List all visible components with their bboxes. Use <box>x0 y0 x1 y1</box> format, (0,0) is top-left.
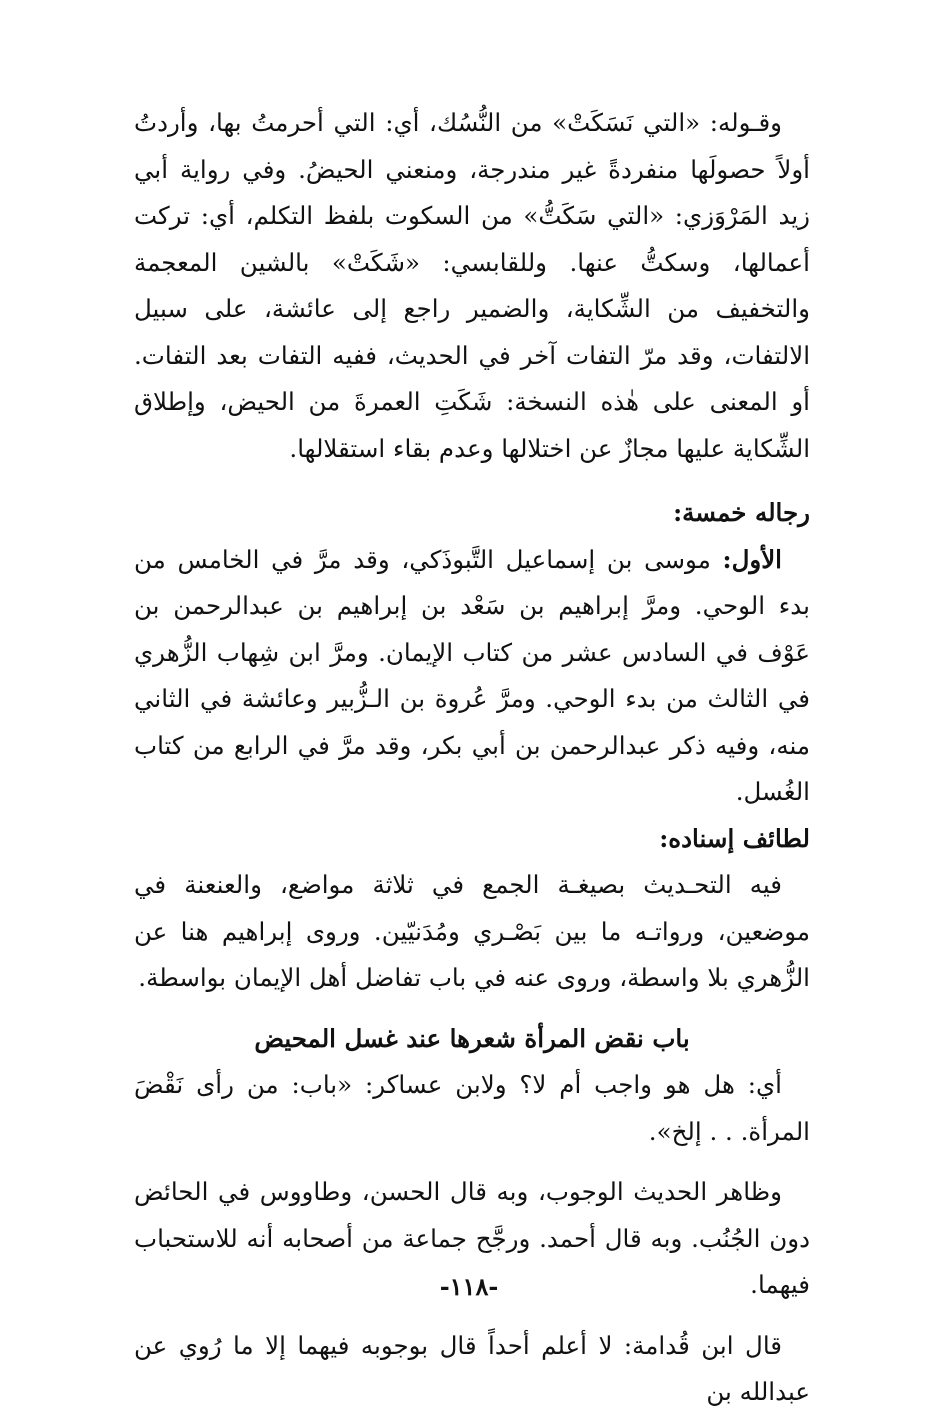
lead-word-first: الأول: <box>722 544 782 574</box>
paragraph-isnad: فيه التحـديث بصيغـة الجمع في ثلاثة مواضع، والعنعنة في موضعين، ورواتـه ما بين بَصْـري ومُدَنيّين. وروى إبراهيم هنا عن الزُّهري بلا واسطة، وروى عنه في باب تفاضل أهل الإيمان بواسطة. <box>134 870 810 992</box>
narrators-text: موسى بن إسماعيل التَّبوذَكي، وقد مرَّ في الخامس من بدء الوحي. ومرَّ إبراهيم بن سَعْد بن إبراهيم بن عبدالرحمن بن عَوْف في السادس عشر من كتاب الإيمان. ومرَّ ابن شِهاب الزُّهري في الثالث من بدء الوحي. ومرَّ عُروة بن الـزُّبير وعائشة في الثاني منه، وفيه ذكر عبدالرحمن بن أبي بكر، وقد مرَّ في الرابع من كتاب الغُسل. <box>134 544 810 806</box>
paragraph-ibn-qudama: قال ابن قُدامة: لا أعلم أحداً قال بوجوبه فيهما إلا ما رُوي عن عبدالله بن <box>134 1330 810 1406</box>
spacer <box>134 1002 810 1016</box>
paragraph-ruling: وظاهر الحديث الوجوب، وبه قال الحسن، وطاووس في الحائض دون الجُنُب. وبه قال أحمد. ورجَّح جماعة من أصحابه أنه للاستحباب فيهما. <box>134 1177 810 1299</box>
paragraph-commentary: وقـوله: «التي نَسَكَتْ» من النُّسُك، أي: التي أحرمتُ بها، وأردتُ أولاً حصولَها منفردةً غير مندرجة، ومنعني الحيضُ. وفي رواية أبي زيد المَرْوَزي: «التي سَكَتُّ» من السكوت بلفظ التكلم، أي: تركت أعمالها، وسكتُّ عنها. وللقابسي: «شَكَتْ» بالشين المعجمة والتخفيف من الشِّكاية، والضمير راجع إلى عائشة، على سبيل الالتفات، وقد مرّ التفات آخر في الحديث، ففيه التفات بعد التفات. أو المعنى على هٰذه النسخة: شَكَتِ العمرةَ من الحيض، وإطلاق الشِّكاية عليها مجازٌ عن اختلالها وعدم بقاء استقلالها. <box>134 108 810 463</box>
paragraph-narrators <box>134 537 810 816</box>
section-heading-narrators: رجاله خمسة: <box>673 498 810 527</box>
section-heading-isnad: لطائف إسناده: <box>659 823 810 853</box>
spacer <box>134 1309 810 1323</box>
page-number: -١١٨- <box>439 1272 499 1301</box>
chapter-heading: باب نقض المرأة شعرها عند غسل المحيض <box>254 1023 690 1053</box>
page-body <box>134 100 810 1416</box>
spacer <box>134 1155 810 1169</box>
paragraph-chapter-intro: أي: هل هو واجب أم لا؟ ولابن عساكر: «باب: من رأى نَقْضَ المرأة. . . إلخ». <box>134 1070 810 1146</box>
spacer <box>134 472 810 490</box>
